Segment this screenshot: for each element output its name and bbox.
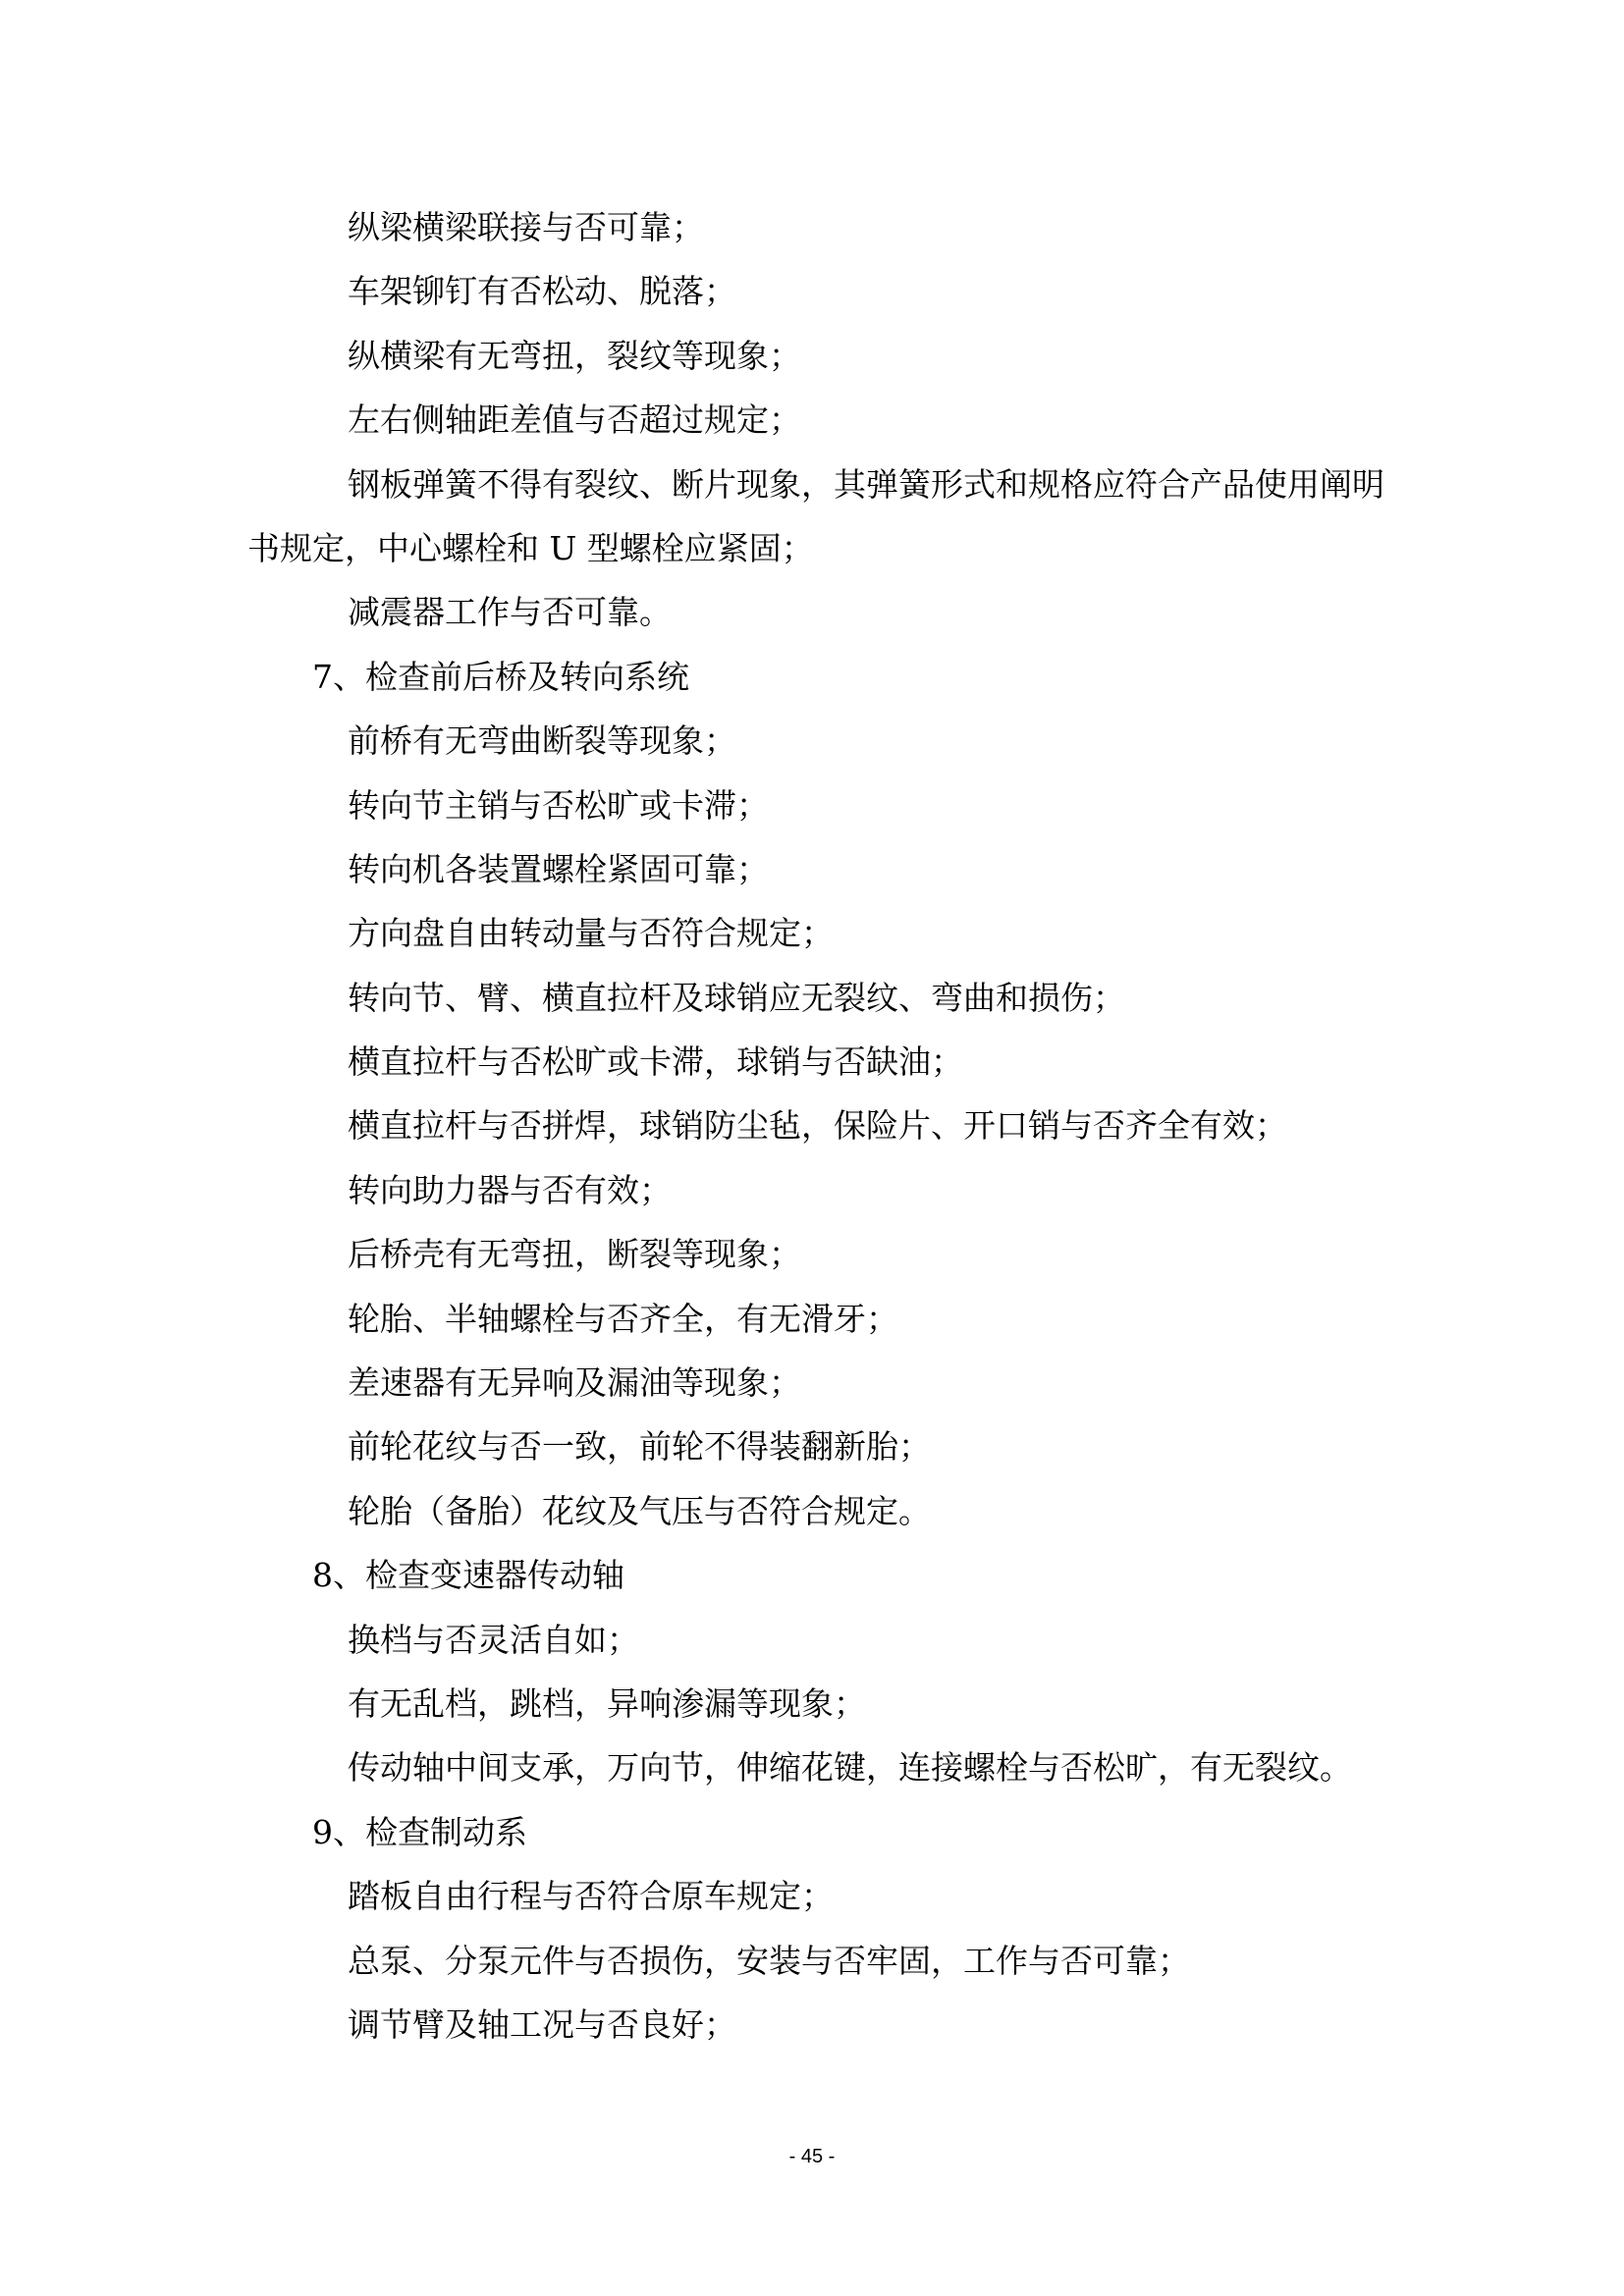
- checklist-item: 后桥壳有无弯扭，断裂等现象；: [348, 1235, 801, 1274]
- checklist-item: 横直拉杆与否松旷或卡滞，球销与否缺油；: [348, 1042, 963, 1082]
- checklist-item: 转向机各装置螺栓紧固可靠；: [348, 849, 769, 888]
- checklist-item: 轮胎（备胎）花纹及气压与否符合规定。: [348, 1491, 931, 1530]
- checklist-item: 横直拉杆与否拼焊，球销防尘毡，保险片、开口销与否齐全有效；: [348, 1106, 1287, 1146]
- checklist-item: 钢板弹簧不得有裂纹、断片现象，其弹簧形式和规格应符合产品使用阐明: [348, 464, 1384, 504]
- page-number: - 45 -: [788, 2146, 836, 2167]
- checklist-item: 前轮花纹与否一致，前轮不得装翻新胎；: [348, 1427, 931, 1467]
- checklist-item: 转向助力器与否有效；: [348, 1170, 672, 1209]
- checklist-item: 总泵、分泵元件与否损伤，安装与否牢固，工作与否可靠；: [348, 1941, 1190, 1980]
- checklist-item: 轮胎、半轴螺栓与否齐全，有无滑牙；: [348, 1299, 898, 1338]
- checklist-item: 踏板自由行程与否符合原车规定；: [348, 1877, 834, 1916]
- section-heading: 8、检查变速器传动轴: [312, 1556, 624, 1595]
- section-heading: 7、检查前后桥及转向系统: [312, 657, 689, 696]
- checklist-item: 调节臂及轴工况与否良好；: [348, 2004, 736, 2044]
- checklist-item: 转向节主销与否松旷或卡滞；: [348, 785, 769, 825]
- paragraph-continuation: 书规定，中心螺栓和 U 型螺栓应紧固；: [247, 528, 814, 567]
- checklist-item: 车架铆钉有否松动、脱落；: [348, 272, 736, 311]
- section-heading: 9、检查制动系: [312, 1812, 527, 1851]
- checklist-item: 转向节、臂、横直拉杆及球销应无裂纹、弯曲和损伤；: [348, 978, 1125, 1017]
- checklist-item: 前桥有无弯曲断裂等现象；: [348, 721, 736, 761]
- checklist-item: 换档与否灵活自如；: [348, 1620, 639, 1659]
- checklist-item: 减震器工作与否可靠。: [348, 593, 672, 632]
- checklist-item: 传动轴中间支承，万向节，伸缩花键，连接螺栓与否松旷，有无裂纹。: [348, 1748, 1352, 1788]
- checklist-item: 有无乱档，跳档，异响渗漏等现象；: [348, 1683, 866, 1723]
- checklist-item: 方向盘自由转动量与否符合规定；: [348, 914, 834, 953]
- checklist-item: 左右侧轴距差值与否超过规定；: [348, 400, 801, 440]
- document-body: [0, 195, 1624, 2056]
- checklist-item: 纵横梁有无弯扭，裂纹等现象；: [348, 336, 801, 375]
- checklist-item: 差速器有无异响及漏油等现象；: [348, 1363, 801, 1403]
- checklist-item: 纵梁横梁联接与否可靠；: [348, 208, 704, 246]
